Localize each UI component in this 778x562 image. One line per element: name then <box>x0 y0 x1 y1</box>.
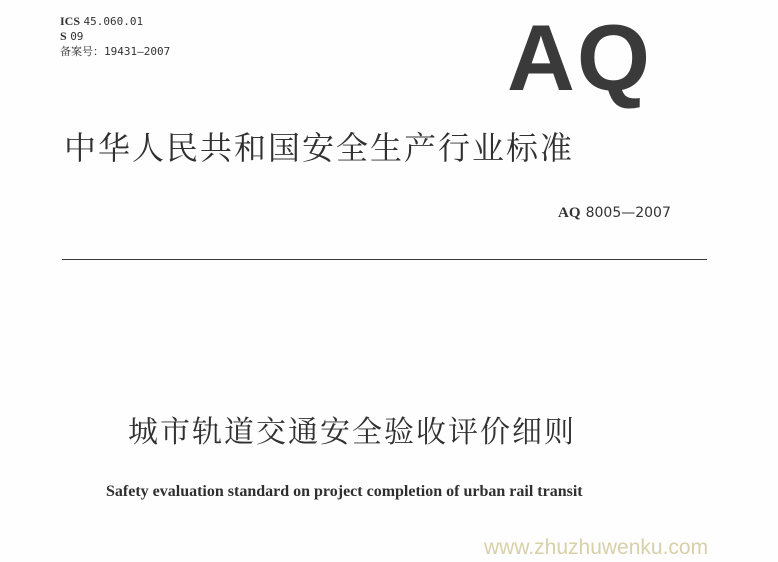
ics-line <box>60 14 170 29</box>
watermark-text: www.zhuzhuwenku.com <box>484 536 709 559</box>
record-line <box>60 44 170 59</box>
standard-number-prefix: AQ <box>558 205 581 221</box>
record-label: 备案号： <box>60 45 104 58</box>
classification-block <box>60 14 170 59</box>
class-line <box>60 29 170 44</box>
ics-label: ICS <box>60 14 81 28</box>
standard-number-value: 8005—2007 <box>585 205 671 221</box>
national-standard-title: 中华人民共和国安全生产行业标准 <box>64 129 575 167</box>
ics-code: 45.060.01 <box>83 15 144 28</box>
record-number: 19431—2007 <box>104 45 171 58</box>
class-label: S <box>60 29 67 43</box>
aq-logo: AQ <box>507 5 652 110</box>
standard-number <box>558 202 671 222</box>
document-title-chinese: 城市轨道交通安全验收评价细则 <box>128 415 576 450</box>
horizontal-rule <box>62 259 707 260</box>
class-code: 09 <box>70 30 84 43</box>
document-title-english: Safety evaluation standard on project completion of urban rail transit <box>106 483 583 500</box>
